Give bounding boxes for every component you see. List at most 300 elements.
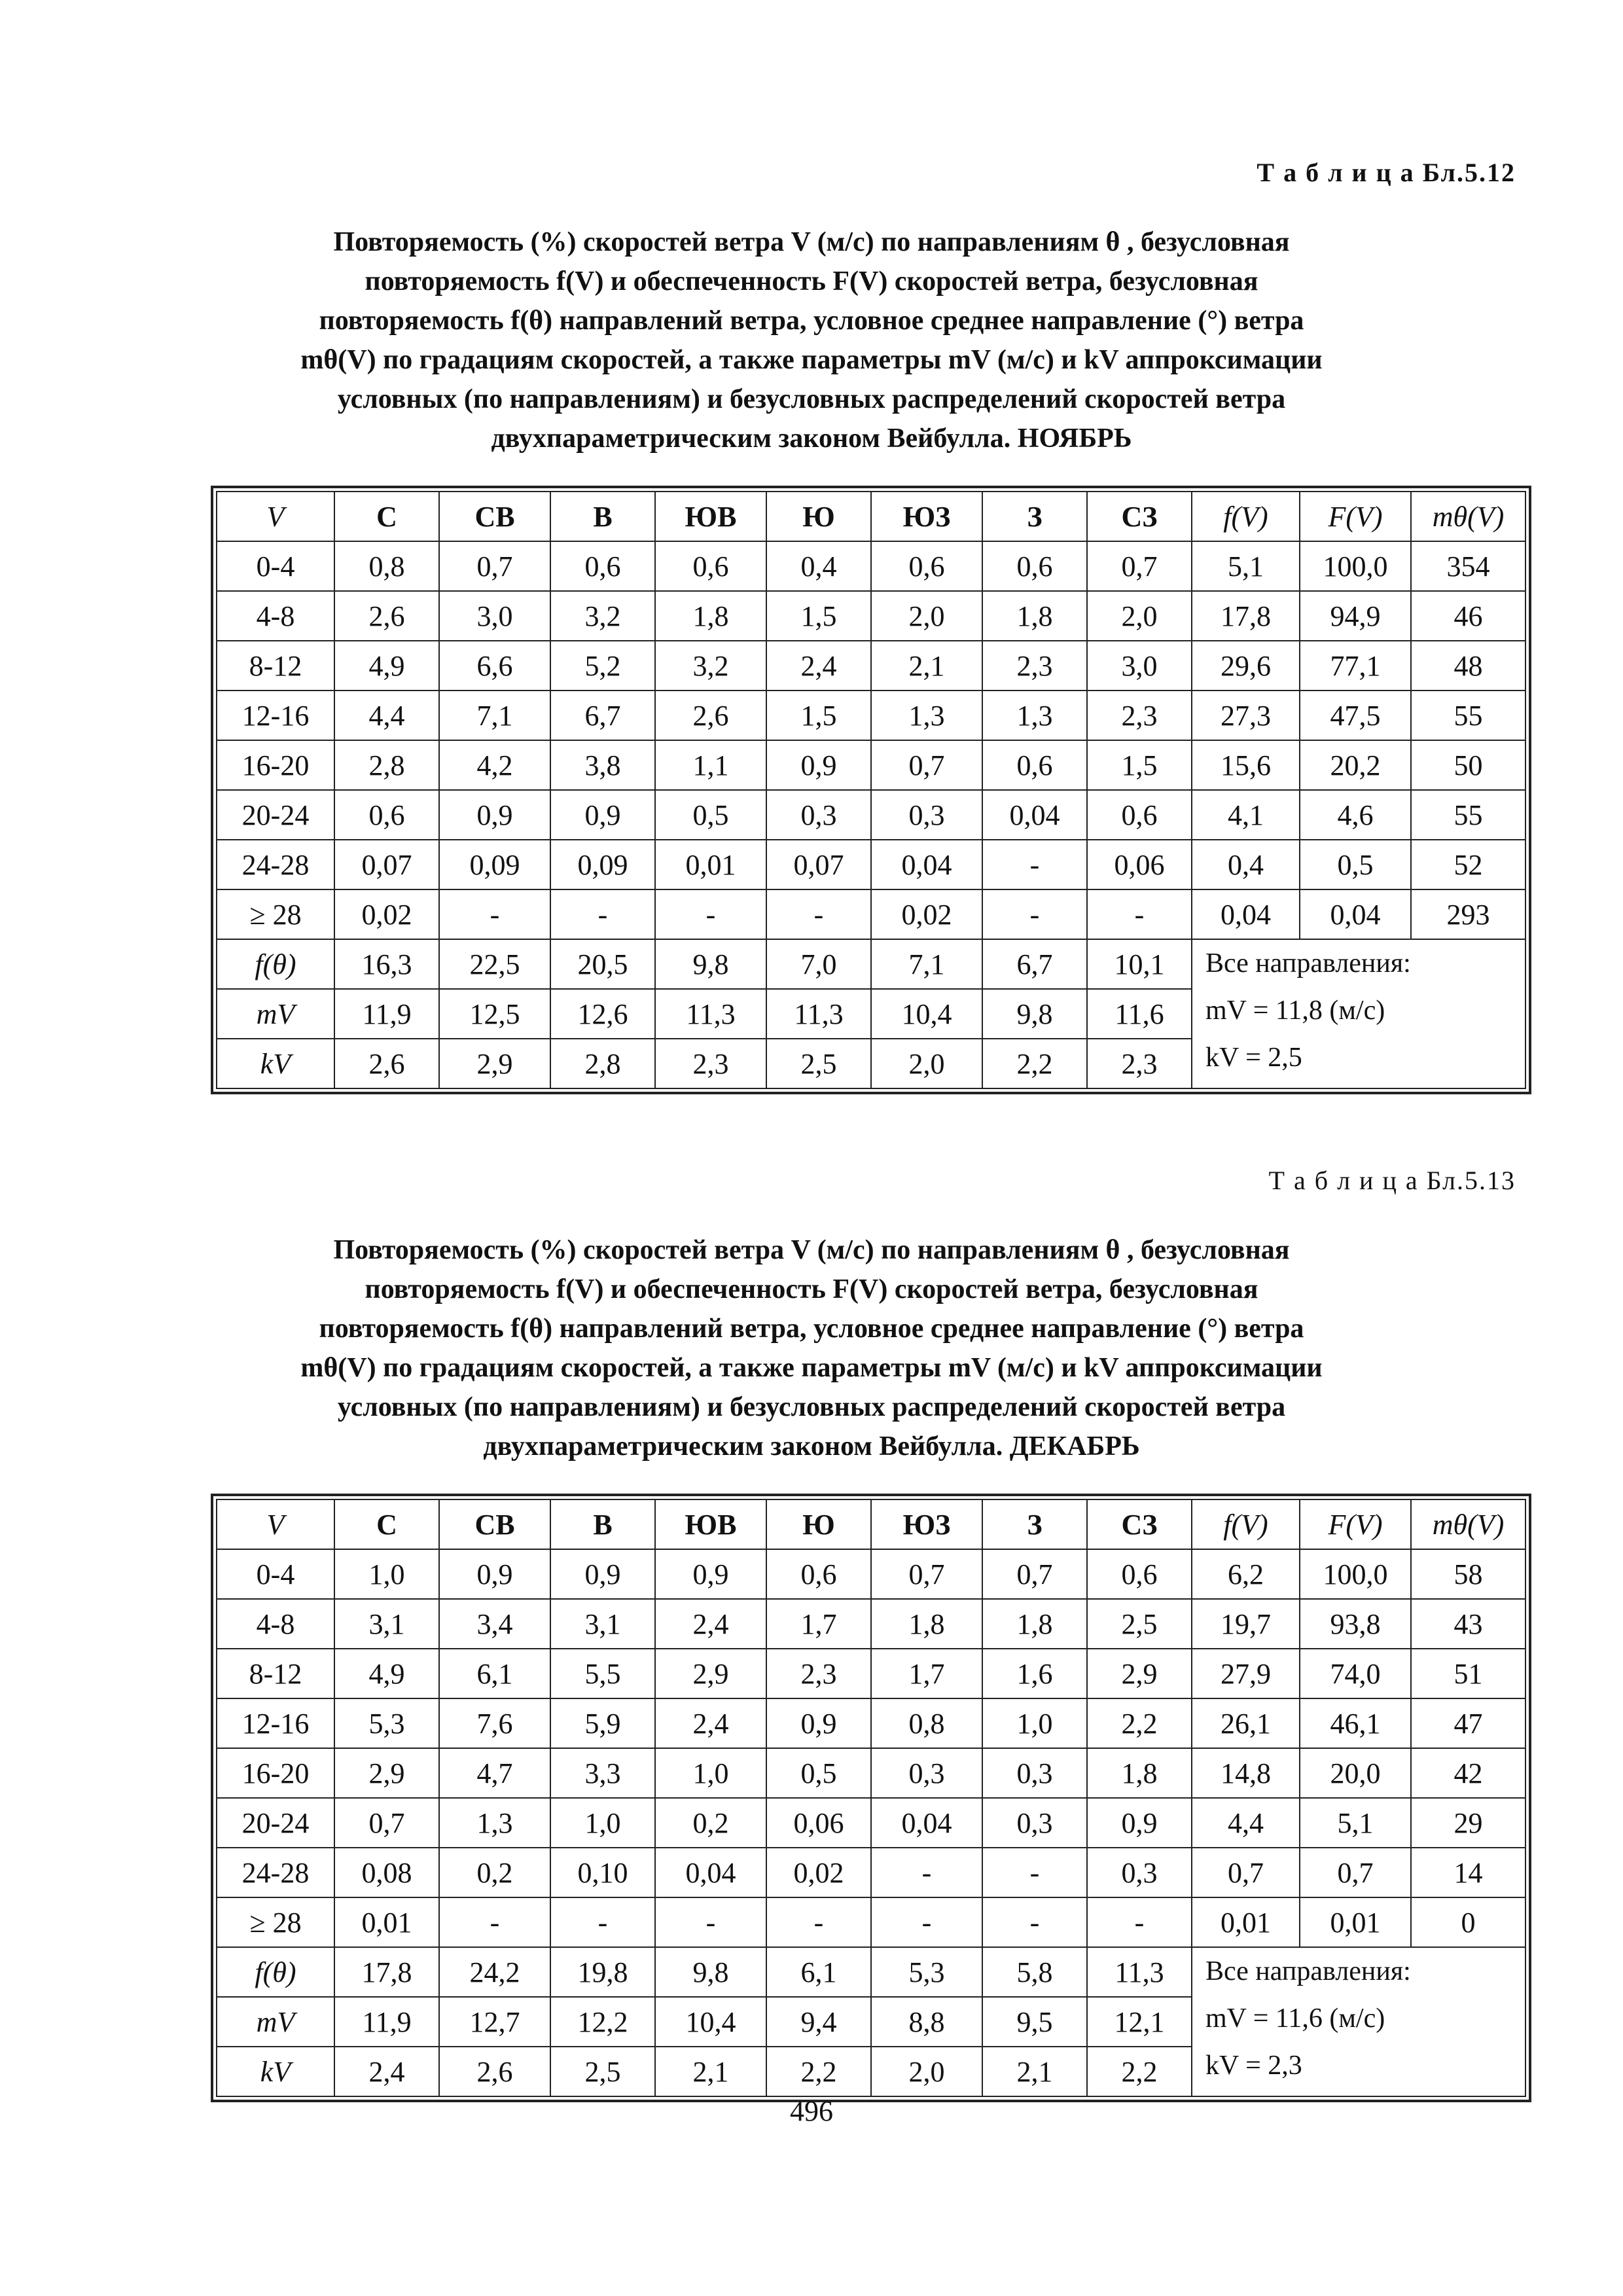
speed-range-cell: 16-20 [217, 740, 334, 790]
param-cell: 2,5 [766, 1039, 871, 1088]
table-cell: 0,7 [871, 1549, 982, 1599]
param-cell: 11,3 [655, 989, 766, 1039]
table-cell: 2,9 [655, 1649, 766, 1698]
table-cell: 77,1 [1300, 641, 1411, 691]
param-cell: 2,5 [550, 2047, 655, 2096]
param-cell: 2,1 [655, 2047, 766, 2096]
caption-line: mθ(V) по градациям скоростей, а также параметры mV (м/с) и kV аппроксимации [300, 1353, 1323, 1383]
caption-line: условных (по направлениям) и безусловных распределений скоростей ветра [337, 384, 1286, 414]
table-cell: 3,0 [1087, 641, 1192, 691]
table-cell: 3,8 [550, 740, 655, 790]
column-header: ЮВ [655, 1499, 766, 1549]
param-cell: 11,9 [334, 989, 439, 1039]
table-cell: - [655, 1897, 766, 1947]
table-cell: - [550, 1897, 655, 1947]
column-header: СВ [439, 492, 550, 541]
caption-line: повторяемость f(V) и обеспеченность F(V) скоростей ветра, безусловная [365, 266, 1258, 296]
table-cell: 50 [1411, 740, 1525, 790]
table-row [217, 1748, 1525, 1798]
table-cell: 0,6 [1087, 790, 1192, 840]
table-row [217, 1649, 1525, 1698]
table-cell: 3,0 [439, 591, 550, 641]
param-cell: 16,3 [334, 939, 439, 989]
all-directions-summary [1192, 1947, 1525, 2096]
table-cell: - [982, 1848, 1087, 1897]
param-cell: 9,4 [766, 1997, 871, 2047]
caption-line: Повторяемость (%) скоростей ветра V (м/с) по направлениям θ , безусловная [333, 1235, 1290, 1265]
table-cell: 0,9 [439, 790, 550, 840]
table-cell: 0,5 [655, 790, 766, 840]
table-cell: 58 [1411, 1549, 1525, 1599]
param-cell: 10,4 [655, 1997, 766, 2047]
param-label-cell: mV [217, 1997, 334, 2047]
table-cell: 293 [1411, 889, 1525, 939]
table-cell: 5,3 [334, 1698, 439, 1748]
table-cell: 0,01 [1192, 1897, 1300, 1947]
table-cell: 2,3 [1087, 691, 1192, 740]
param-cell: 9,8 [982, 989, 1087, 1039]
table-cell: 5,1 [1300, 1798, 1411, 1848]
param-cell: 2,3 [1087, 1039, 1192, 1088]
table-row [217, 641, 1525, 691]
caption-5-12 [216, 223, 1407, 458]
column-header: V [217, 492, 334, 541]
table-cell: 0,7 [439, 541, 550, 591]
param-cell: 22,5 [439, 939, 550, 989]
column-header: Ю [766, 1499, 871, 1549]
table-cell: 2,0 [871, 591, 982, 641]
table-cell: 1,3 [871, 691, 982, 740]
table-cell: 2,1 [871, 641, 982, 691]
param-cell: 2,1 [982, 2047, 1087, 2096]
table-cell: - [871, 1897, 982, 1947]
table-cell: 7,1 [439, 691, 550, 740]
table-cell: 47,5 [1300, 691, 1411, 740]
table-cell: 0,3 [871, 1748, 982, 1798]
column-header: ЮЗ [871, 1499, 982, 1549]
table-cell: 4,4 [334, 691, 439, 740]
table-cell: 0,01 [655, 840, 766, 889]
all-directions-summary [1192, 939, 1525, 1088]
column-header: F(V) [1300, 1499, 1411, 1549]
table-cell: 1,0 [655, 1748, 766, 1798]
table-row [217, 1897, 1525, 1947]
table-cell: - [982, 1897, 1087, 1947]
param-cell: 2,9 [439, 1039, 550, 1088]
table-cell: - [982, 889, 1087, 939]
table-cell: 43 [1411, 1599, 1525, 1649]
column-header: СЗ [1087, 492, 1192, 541]
table-cell: 3,3 [550, 1748, 655, 1798]
table-cell: 1,0 [334, 1549, 439, 1599]
table-cell: 0,3 [871, 790, 982, 840]
table-cell: 48 [1411, 641, 1525, 691]
param-cell: 8,8 [871, 1997, 982, 2047]
param-cell: 12,6 [550, 989, 655, 1039]
table-cell: 0,10 [550, 1848, 655, 1897]
table-cell: 2,4 [655, 1698, 766, 1748]
summary-line: Все направления: [1205, 1956, 1411, 1986]
table-cell: - [766, 889, 871, 939]
table-cell: 3,1 [334, 1599, 439, 1649]
table-cell: 6,1 [439, 1649, 550, 1698]
table-cell: 2,3 [982, 641, 1087, 691]
table-cell: 55 [1411, 691, 1525, 740]
table-cell: 47 [1411, 1698, 1525, 1748]
table-cell: 2,0 [1087, 591, 1192, 641]
table-cell: 100,0 [1300, 541, 1411, 591]
caption-line: mθ(V) по градациям скоростей, а также параметры mV (м/с) и kV аппроксимации [300, 345, 1323, 375]
table-cell: 5,1 [1192, 541, 1300, 591]
table-cell: 20,0 [1300, 1748, 1411, 1798]
table-cell: 0,5 [766, 1748, 871, 1798]
speed-range-cell: 4-8 [217, 591, 334, 641]
table-cell: 2,4 [655, 1599, 766, 1649]
table-cell: 0,9 [550, 1549, 655, 1599]
table-cell: 0,09 [439, 840, 550, 889]
table-cell: 3,2 [655, 641, 766, 691]
table-cell: 0,04 [655, 1848, 766, 1897]
table-cell: 0,3 [1087, 1848, 1192, 1897]
table-cell: 27,3 [1192, 691, 1300, 740]
header-row [217, 1499, 1525, 1549]
param-cell: 19,8 [550, 1947, 655, 1997]
table-cell: 1,0 [550, 1798, 655, 1848]
column-header: С [334, 1499, 439, 1549]
param-cell: 2,2 [766, 2047, 871, 2096]
table-cell: 4,7 [439, 1748, 550, 1798]
table-cell: 0,04 [1300, 889, 1411, 939]
table-cell: 46,1 [1300, 1698, 1411, 1748]
table-cell: 0,02 [766, 1848, 871, 1897]
param-cell: 24,2 [439, 1947, 550, 1997]
table-cell: 0,9 [1087, 1798, 1192, 1848]
table-cell: 0,2 [655, 1798, 766, 1848]
table-cell: 0,6 [982, 541, 1087, 591]
caption-line: двухпараметрическим законом Вейбулла. ДЕКАБРЬ [483, 1431, 1140, 1462]
table-cell: 15,6 [1192, 740, 1300, 790]
table-cell: 0,06 [766, 1798, 871, 1848]
table-cell: 0,08 [334, 1848, 439, 1897]
param-cell: 5,8 [982, 1947, 1087, 1997]
table-cell: 4,6 [1300, 790, 1411, 840]
speed-range-cell: ≥ 28 [217, 1897, 334, 1947]
column-header: СЗ [1087, 1499, 1192, 1549]
param-cell: 2,3 [655, 1039, 766, 1088]
table-cell: 5,5 [550, 1649, 655, 1698]
param-cell: 20,5 [550, 939, 655, 989]
table-cell: - [439, 1897, 550, 1947]
table-cell: 4,9 [334, 641, 439, 691]
table-cell: 1,5 [766, 691, 871, 740]
caption-5-13 [216, 1230, 1407, 1466]
speed-range-cell: 12-16 [217, 691, 334, 740]
column-header: mθ(V) [1411, 1499, 1525, 1549]
table-row [217, 591, 1525, 641]
table-cell: 1,8 [982, 591, 1087, 641]
param-label-cell: kV [217, 1039, 334, 1088]
table-cell: - [439, 889, 550, 939]
table-cell: 5,2 [550, 641, 655, 691]
table-cell: 93,8 [1300, 1599, 1411, 1649]
table-row [217, 889, 1525, 939]
table-cell: 0,9 [550, 790, 655, 840]
speed-range-cell: 8-12 [217, 1649, 334, 1698]
table-cell: 20,2 [1300, 740, 1411, 790]
table-cell: 100,0 [1300, 1549, 1411, 1599]
table-row [217, 1798, 1525, 1848]
table-cell: - [550, 889, 655, 939]
param-cell: 7,0 [766, 939, 871, 989]
table-cell: 0,6 [655, 541, 766, 591]
table-cell: 2,9 [1087, 1649, 1192, 1698]
table-cell: 51 [1411, 1649, 1525, 1698]
param-cell: 7,1 [871, 939, 982, 989]
table-cell: 29 [1411, 1798, 1525, 1848]
table-cell: 0,2 [439, 1848, 550, 1897]
table-cell: 0,6 [982, 740, 1087, 790]
param-cell: 2,6 [439, 2047, 550, 2096]
table-cell: 0,02 [334, 889, 439, 939]
table-cell: 94,9 [1300, 591, 1411, 641]
table-cell: 14,8 [1192, 1748, 1300, 1798]
table-cell: 0,3 [766, 790, 871, 840]
param-cell: 11,3 [1087, 1947, 1192, 1997]
param-cell: 10,4 [871, 989, 982, 1039]
table-cell: 1,5 [1087, 740, 1192, 790]
table-cell: 1,3 [439, 1798, 550, 1848]
table-cell: 0,04 [1192, 889, 1300, 939]
summary-line: mV = 11,6 (м/с) [1205, 2003, 1385, 2034]
param-cell: 2,2 [982, 1039, 1087, 1088]
table-cell: 7,6 [439, 1698, 550, 1748]
column-header: F(V) [1300, 492, 1411, 541]
table-cell: 52 [1411, 840, 1525, 889]
table-cell: 0 [1411, 1897, 1525, 1947]
table-cell: 1,3 [982, 691, 1087, 740]
table-cell: 0,3 [982, 1748, 1087, 1798]
table-row [217, 1848, 1525, 1897]
param-cell: 6,1 [766, 1947, 871, 1997]
table-cell: 1,8 [871, 1599, 982, 1649]
param-cell: 10,1 [1087, 939, 1192, 989]
table-cell: 4,4 [1192, 1798, 1300, 1848]
table-cell: 2,2 [1087, 1698, 1192, 1748]
wind-table-december [216, 1499, 1526, 2097]
table-cell: 0,02 [871, 889, 982, 939]
table-row [217, 840, 1525, 889]
speed-range-cell: 24-28 [217, 1848, 334, 1897]
param-row [217, 939, 1525, 989]
table-cell: 1,6 [982, 1649, 1087, 1698]
table-cell: - [655, 889, 766, 939]
caption-line: Повторяемость (%) скоростей ветра V (м/с) по направлениям θ , безусловная [333, 227, 1290, 257]
table-cell: 0,6 [550, 541, 655, 591]
param-cell: 2,0 [871, 2047, 982, 2096]
column-header: В [550, 492, 655, 541]
column-header: З [982, 492, 1087, 541]
table-cell: 55 [1411, 790, 1525, 840]
header-row [217, 492, 1525, 541]
table-cell: 3,1 [550, 1599, 655, 1649]
table-cell: - [1087, 889, 1192, 939]
table-cell: 6,7 [550, 691, 655, 740]
table-row [217, 1698, 1525, 1748]
table-cell: 4,9 [334, 1649, 439, 1698]
speed-range-cell: 20-24 [217, 1798, 334, 1848]
table-cell: 0,7 [334, 1798, 439, 1848]
table-cell: 14 [1411, 1848, 1525, 1897]
table-cell: 0,4 [1192, 840, 1300, 889]
table-cell: 0,9 [439, 1549, 550, 1599]
table-cell: 26,1 [1192, 1698, 1300, 1748]
table-cell: 1,7 [766, 1599, 871, 1649]
param-cell: 9,8 [655, 1947, 766, 1997]
table-cell: 0,9 [766, 740, 871, 790]
column-header: f(V) [1192, 492, 1300, 541]
column-header: mθ(V) [1411, 492, 1525, 541]
table-cell: 6,2 [1192, 1549, 1300, 1599]
table-cell: 0,01 [1300, 1897, 1411, 1947]
param-label-cell: f(θ) [217, 1947, 334, 1997]
table-cell: 2,4 [766, 641, 871, 691]
speed-range-cell: 16-20 [217, 1748, 334, 1798]
param-cell: 2,6 [334, 1039, 439, 1088]
table-cell: 0,9 [655, 1549, 766, 1599]
param-label-cell: mV [217, 989, 334, 1039]
summary-line: mV = 11,8 (м/с) [1205, 996, 1385, 1026]
table-cell: 2,5 [1087, 1599, 1192, 1649]
param-cell: 11,3 [766, 989, 871, 1039]
table-cell: 0,01 [334, 1897, 439, 1947]
table-cell: 0,8 [334, 541, 439, 591]
table-cell: 0,8 [871, 1698, 982, 1748]
param-cell: 12,5 [439, 989, 550, 1039]
speed-range-cell: 24-28 [217, 840, 334, 889]
table-cell: 42 [1411, 1748, 1525, 1798]
table-cell: 1,1 [655, 740, 766, 790]
table-cell: 1,5 [766, 591, 871, 641]
table-cell: 0,07 [334, 840, 439, 889]
param-label-cell: kV [217, 2047, 334, 2096]
param-cell: 5,3 [871, 1947, 982, 1997]
table-cell: - [766, 1897, 871, 1947]
table-cell: 2,6 [334, 591, 439, 641]
summary-line: kV = 2,5 [1205, 1043, 1302, 1073]
param-cell: 12,1 [1087, 1997, 1192, 2047]
table-cell: 74,0 [1300, 1649, 1411, 1698]
column-header: СВ [439, 1499, 550, 1549]
caption-line: повторяемость f(θ) направлений ветра, условное среднее направление (°) ветра [319, 1314, 1304, 1344]
table-cell: 0,6 [1087, 1549, 1192, 1599]
param-cell: 11,9 [334, 1997, 439, 2047]
caption-line: условных (по направлениям) и безусловных распределений скоростей ветра [337, 1392, 1286, 1422]
table-row [217, 1599, 1525, 1649]
table-cell: 354 [1411, 541, 1525, 591]
table-cell: - [871, 1848, 982, 1897]
param-cell: 11,6 [1087, 989, 1192, 1039]
table-cell: 0,7 [1300, 1848, 1411, 1897]
column-header: ЮВ [655, 492, 766, 541]
param-cell: 17,8 [334, 1947, 439, 1997]
table-cell: 0,6 [766, 1549, 871, 1599]
table-cell: 2,8 [334, 740, 439, 790]
table-cell: 0,07 [766, 840, 871, 889]
table-cell: 5,9 [550, 1698, 655, 1748]
param-label-cell: f(θ) [217, 939, 334, 989]
param-cell: 12,2 [550, 1997, 655, 2047]
speed-range-cell: 0-4 [217, 541, 334, 591]
table-cell: 0,6 [334, 790, 439, 840]
table-cell: 0,7 [1087, 541, 1192, 591]
table-cell: 0,5 [1300, 840, 1411, 889]
table-cell: 2,3 [766, 1649, 871, 1698]
table-cell: 0,3 [982, 1798, 1087, 1848]
table-cell: 19,7 [1192, 1599, 1300, 1649]
table-cell: - [1087, 1897, 1192, 1947]
speed-range-cell: 8-12 [217, 641, 334, 691]
table-cell: 0,04 [982, 790, 1087, 840]
param-cell: 12,7 [439, 1997, 550, 2047]
table-cell: 0,9 [766, 1698, 871, 1748]
page-number: 496 [790, 2095, 833, 2127]
param-cell: 6,7 [982, 939, 1087, 989]
table-cell: - [982, 840, 1087, 889]
wind-table-november [216, 491, 1526, 1089]
param-row [217, 1947, 1525, 1997]
column-header: З [982, 1499, 1087, 1549]
table-cell: 3,4 [439, 1599, 550, 1649]
table-cell: 0,09 [550, 840, 655, 889]
column-header: В [550, 1499, 655, 1549]
column-header: Ю [766, 492, 871, 541]
table-cell: 4,2 [439, 740, 550, 790]
param-cell: 2,8 [550, 1039, 655, 1088]
table-cell: 29,6 [1192, 641, 1300, 691]
table-cell: 0,04 [871, 1798, 982, 1848]
table-row [217, 740, 1525, 790]
table-cell: 0,7 [982, 1549, 1087, 1599]
speed-range-cell: 0-4 [217, 1549, 334, 1599]
table-cell: 6,6 [439, 641, 550, 691]
column-header: V [217, 1499, 334, 1549]
table-row [217, 1549, 1525, 1599]
speed-range-cell: ≥ 28 [217, 889, 334, 939]
param-cell: 9,8 [655, 939, 766, 989]
param-cell: 2,4 [334, 2047, 439, 2096]
table-cell: 1,8 [982, 1599, 1087, 1649]
table-cell: 1,8 [1087, 1748, 1192, 1798]
table-cell: 0,7 [871, 740, 982, 790]
table-cell: 27,9 [1192, 1649, 1300, 1698]
table-row [217, 541, 1525, 591]
table-cell: 3,2 [550, 591, 655, 641]
param-cell: 9,5 [982, 1997, 1087, 2047]
speed-range-cell: 4-8 [217, 1599, 334, 1649]
param-cell: 2,2 [1087, 2047, 1192, 2096]
table-cell: 0,6 [871, 541, 982, 591]
summary-line: Все направления: [1205, 948, 1411, 978]
table-row [217, 691, 1525, 740]
table-cell: 1,8 [655, 591, 766, 641]
param-cell: 2,0 [871, 1039, 982, 1088]
table-cell: 46 [1411, 591, 1525, 641]
column-header: ЮЗ [871, 492, 982, 541]
column-header: С [334, 492, 439, 541]
table-cell: 1,7 [871, 1649, 982, 1698]
table-cell: 0,4 [766, 541, 871, 591]
table-cell: 4,1 [1192, 790, 1300, 840]
